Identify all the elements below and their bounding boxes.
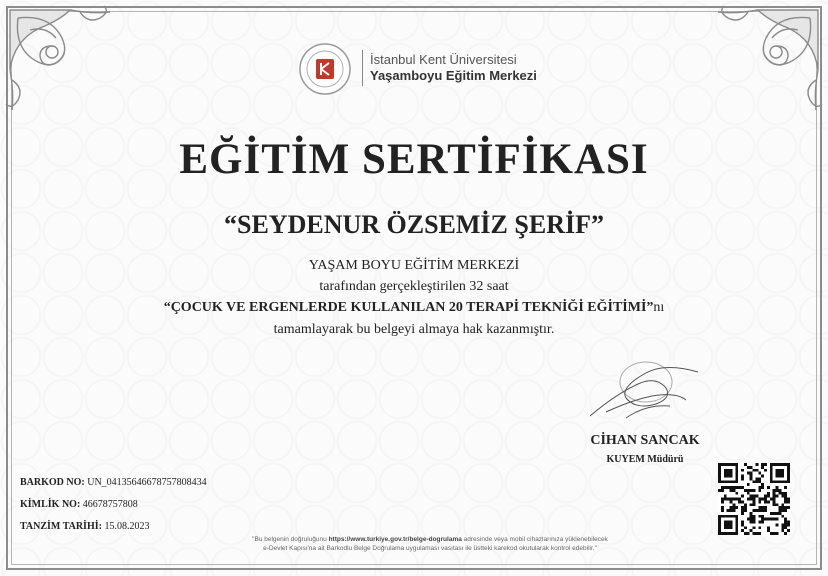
date-label: TANZİM TARİHİ:	[20, 521, 102, 532]
verify-text-post: adresinde veya mobil cihazlarınıza yüklenebilecek	[461, 536, 608, 543]
qr-code-icon[interactable]	[718, 463, 790, 535]
duration-line: tarafından gerçekleştirilen 32 saat	[319, 279, 509, 294]
barcode-value: UN_04135646678757808434	[87, 477, 207, 488]
logo-divider	[362, 50, 363, 86]
id-row	[20, 499, 138, 510]
logo-university-name: İstanbul Kent Üniversitesi	[370, 52, 517, 67]
barcode-label: BARKOD NO:	[20, 477, 85, 488]
certificate-title: EĞİTİM SERTİFİKASI	[179, 136, 649, 183]
signature-stamp	[586, 354, 704, 426]
course-line	[0, 300, 828, 316]
signatory-name: CİHAN SANCAK	[590, 433, 700, 448]
verification-note	[150, 535, 710, 553]
completion-line: tamamlayarak bu belgeyi almaya hak kazanmıştır.	[273, 322, 555, 337]
corner-ornament-top-right	[700, 0, 828, 128]
date-value: 15.08.2023	[104, 521, 150, 532]
course-name: “ÇOCUK VE ERGENLERDE KULLANILAN 20 TERAPİ TEKNİĞİ EĞİTİMİ”	[163, 300, 654, 315]
date-row	[20, 521, 149, 532]
barcode-row	[20, 477, 207, 488]
corner-ornament-top-left	[0, 0, 128, 128]
verify-text-pre: "Bu belgenin doğruluğunu	[252, 536, 329, 543]
id-value: 46678757808	[82, 499, 138, 510]
logo-center-name: Yaşamboyu Eğitim Merkezi	[370, 68, 537, 83]
verify-url-link[interactable]: https://www.turkiye.gov.tr/belge-dogrulama	[328, 536, 462, 543]
university-logo	[298, 38, 538, 102]
signatory-role: KUYEM Müdürü	[606, 454, 684, 465]
course-suffix: nı	[653, 300, 665, 315]
recipient-name: “SEYDENUR ÖZSEMİZ ŞERİF”	[224, 210, 604, 239]
university-seal-icon	[298, 42, 352, 96]
id-label: KİMLİK NO:	[20, 499, 81, 510]
issuer-line: YAŞAM BOYU EĞİTİM MERKEZİ	[308, 258, 520, 273]
verify-text-line2: e-Devlet Kapısı'na ait Barkodlu Belge Doğrulama uygulaması vasıtası ile üstteki karekod okutularak kontrol edebilir."	[263, 545, 597, 552]
